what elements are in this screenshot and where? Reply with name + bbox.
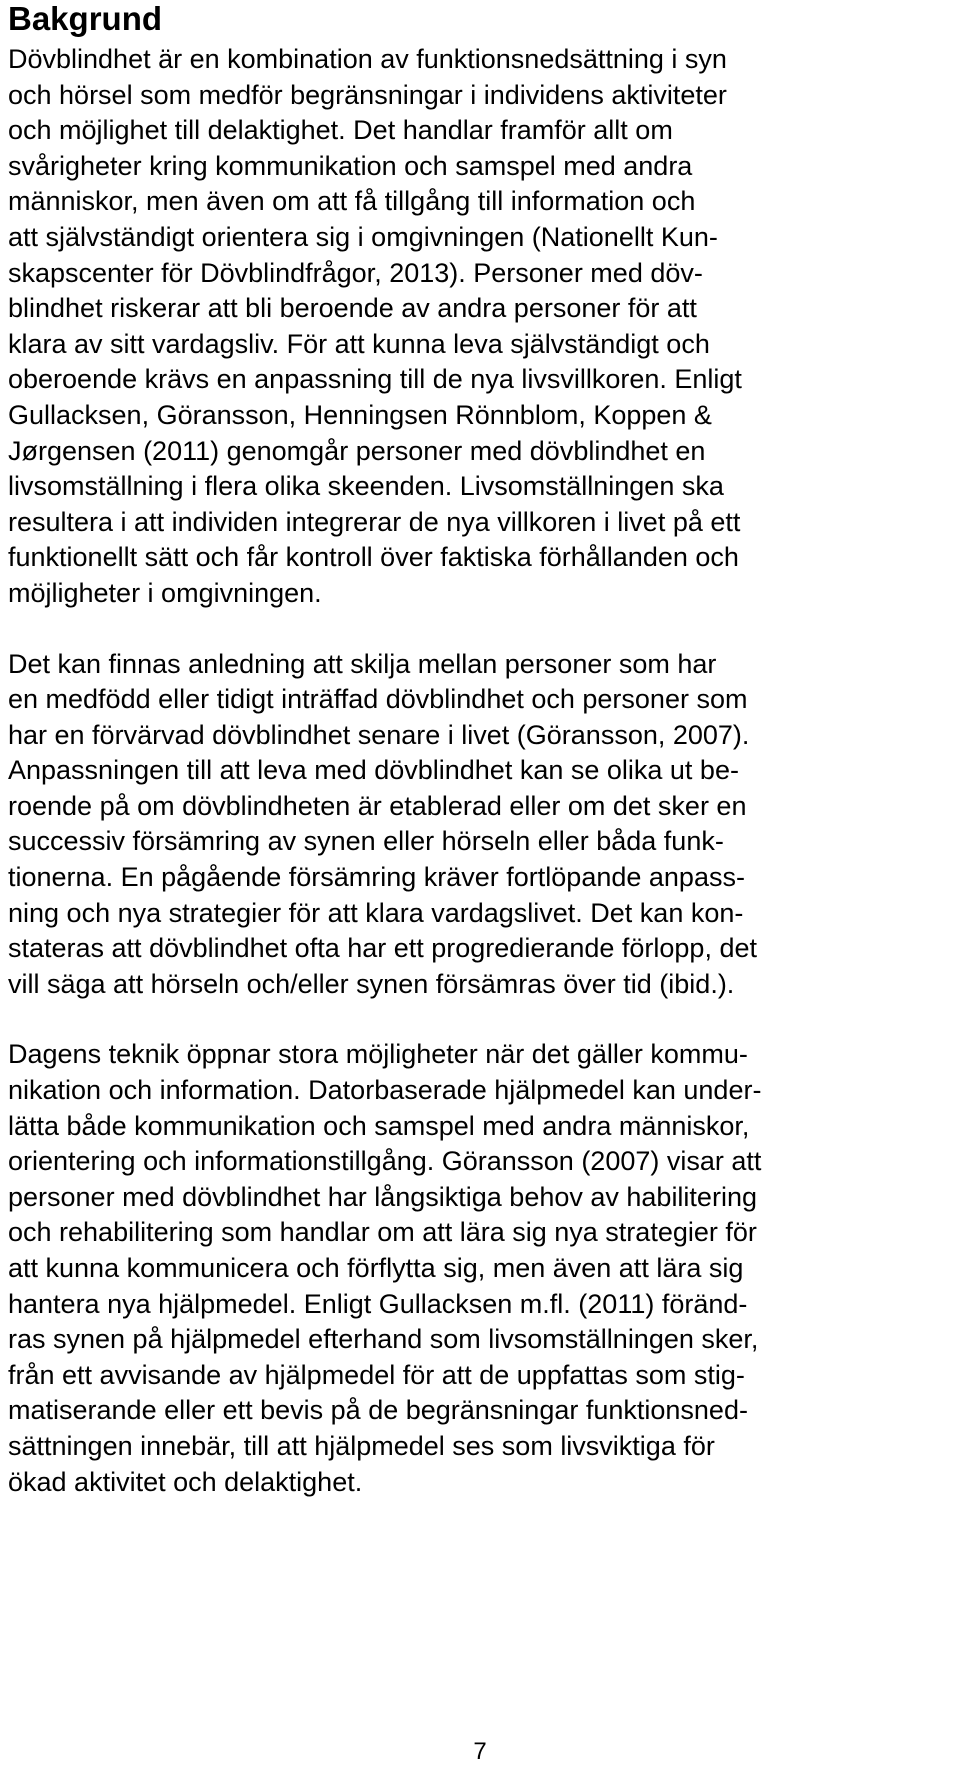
text-line: oberoende krävs en anpassning till de nya livsvillkoren. Enligt (8, 364, 742, 395)
text-line: blindhet riskerar att bli beroende av andra personer för att (8, 293, 697, 324)
text-line: ras synen på hjälpmedel efterhand som livsomställningen sker, (8, 1324, 759, 1355)
text-line: vill säga att hörseln och/eller synen försämras över tid (ibid.). (8, 968, 735, 999)
text-line: skapscenter för Dövblindfrågor, 2013). Personer med döv- (8, 257, 703, 288)
text-line: matiserande eller ett bevis på de begränsningar funktionsned- (8, 1395, 748, 1426)
text-line: Dövblindhet är en kombination av funktionsnedsättning i syn (8, 44, 727, 74)
text-line: att kunna kommunicera och förflytta sig, men även att lära sig (8, 1253, 744, 1283)
text-line: klara av sitt vardagsliv. För att kunna leva självständigt och (8, 328, 710, 359)
text-line: en medfödd eller tidigt inträffad dövblindhet och personer som (8, 684, 748, 715)
text-line: sättningen innebär, till att hjälpmedel ses som livsviktiga för (8, 1430, 715, 1461)
paragraph-3 (8, 1037, 952, 1500)
paragraph-2 (8, 647, 952, 1003)
text-line: möjligheter i omgivningen. (8, 577, 322, 608)
text-line: ökad aktivitet och delaktighet. (8, 1466, 363, 1497)
text-line: och rehabilitering som handlar om att lära sig nya strategier för (8, 1217, 757, 1248)
text-line: stateras att dövblindhet ofta har ett progredierande förlopp, det (8, 933, 757, 964)
text-line: successiv försämring av synen eller hörseln eller båda funk- (8, 826, 724, 857)
text-line: lätta både kommunikation och samspel med andra människor, (8, 1110, 750, 1141)
text-line: Jørgensen (2011) genomgår personer med dövblindhet en (8, 435, 706, 466)
text-line: funktionellt sätt och får kontroll över faktiska förhållanden och (8, 542, 739, 573)
text-line: resultera i att individen integrerar de nya villkoren i livet på ett (8, 506, 741, 537)
text-line: ning och nya strategier för att klara vardagslivet. Det kan kon- (8, 897, 744, 928)
page-number: 7 (473, 1738, 487, 1765)
text-line: Det kan finnas anledning att skilja mellan personer som har (8, 648, 717, 679)
text-line: Gullacksen, Göransson, Henningsen Rönnblom, Koppen & (8, 399, 712, 430)
document-page (8, 0, 952, 1500)
text-line: tionerna. En pågående försämring kräver fortlöpande anpass- (8, 862, 745, 893)
text-line: svårigheter kring kommunikation och samspel med andra (8, 150, 693, 181)
text-line: att självständigt orientera sig i omgivningen (Nationellt Kun- (8, 221, 718, 252)
text-line: och hörsel som medför begränsningar i individens aktiviteter (8, 79, 727, 110)
text-line: från ett avvisande av hjälpmedel för att de uppfattas som stig- (8, 1359, 745, 1390)
section-heading: Bakgrund (8, 0, 163, 37)
text-line: orientering och informationstillgång. Göransson (2007) visar att (8, 1146, 762, 1177)
text-line: och möjlighet till delaktighet. Det handlar framför allt om (8, 115, 673, 146)
text-line: livsomställning i flera olika skeenden. Livsomställningen ska (8, 471, 724, 502)
text-line: Dagens teknik öppnar stora möjligheter när det gäller kommu- (8, 1039, 748, 1070)
text-line: har en förvärvad dövblindhet senare i livet (Göransson, 2007). (8, 719, 750, 750)
text-line: människor, men även om att få tillgång till information och (8, 186, 696, 217)
text-line: personer med dövblindhet har långsiktiga behov av habilitering (8, 1181, 757, 1212)
text-line: roende på om dövblindheten är etablerad eller om det sker en (8, 790, 747, 821)
text-line: Anpassningen till att leva med dövblindhet kan se olika ut be- (8, 755, 739, 786)
text-line: hantera nya hjälpmedel. Enligt Gullacksen m.fl. (2011) föränd- (8, 1288, 748, 1319)
text-line: nikation och information. Datorbaserade hjälpmedel kan under- (8, 1075, 762, 1106)
paragraph-1 (8, 42, 952, 612)
